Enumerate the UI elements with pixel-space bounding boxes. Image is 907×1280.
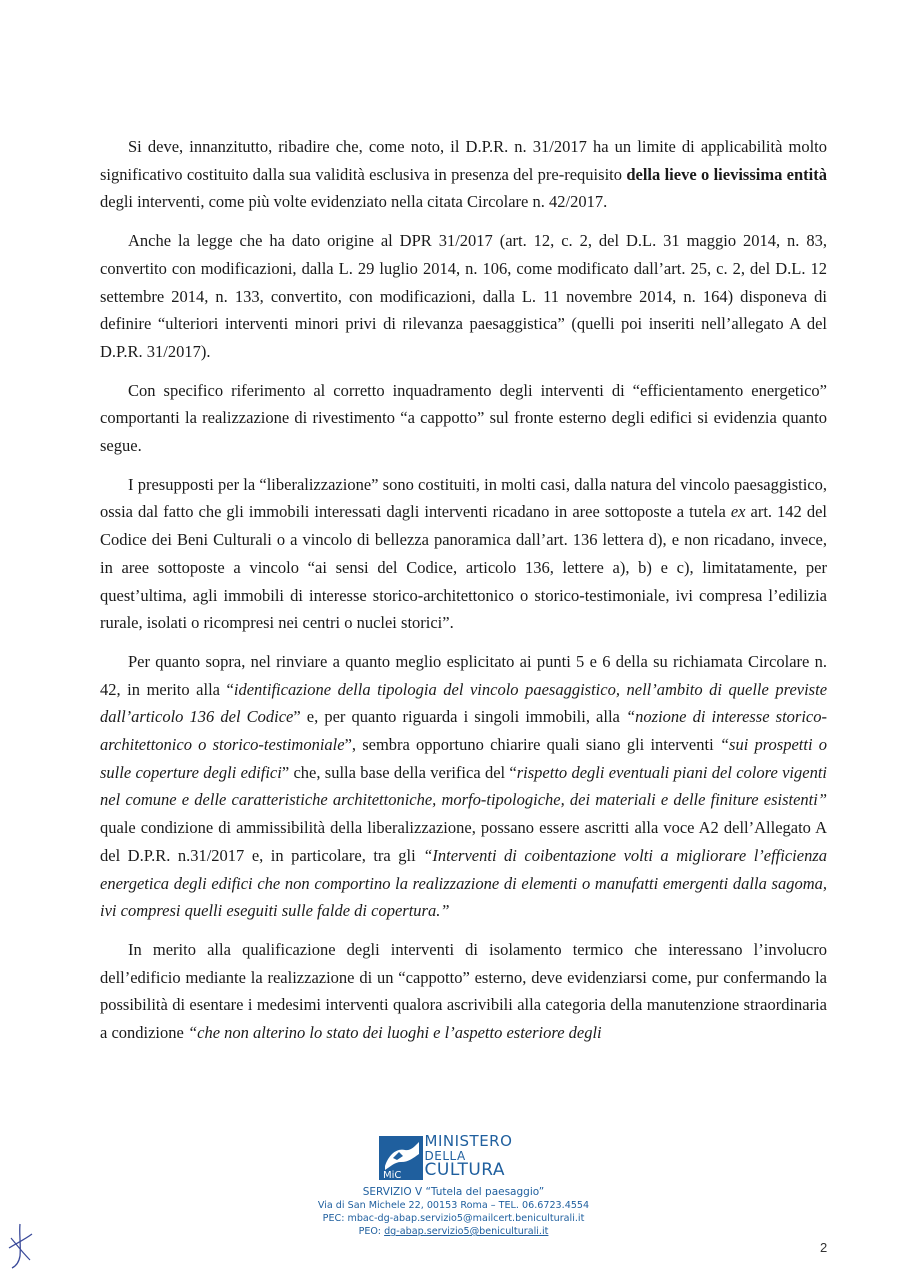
ministry-logo xyxy=(379,1134,529,1184)
svg-text:MiC: MiC xyxy=(382,1170,401,1180)
paragraph-2: Anche la legge che ha dato origine al DPR 31/2017 (art. 12, c. 2, del D.L. 31 maggio 2014, n. 83, convertito con modificazioni, dalla L. 29 luglio 2014, n. 106, come modificato dall’art. 25, c. 2, del D.L. 12 settembre 2014, n. 133, convertito, con modificazioni, dalla L. 11 novembre 2014, n. 164) disponeva di definire “ulteriori interventi minori privi di rilevanza paesaggistica” (quelli poi inseriti nell’allegato A del D.P.R. 31/2017). xyxy=(100,231,827,361)
peo-line: PEO: dg-abap.servizio5@beniculturali.it xyxy=(358,1226,549,1237)
letterhead-footer xyxy=(0,1134,907,1238)
paragraph-4: I presupposti per la “liberalizzazione” sono costituiti, in molti casi, dalla natura del vincolo paesaggistico, ossia dal fatto che gli immobili interessati dagli interventi ricadano in aree sottoposte a tutela ex art. 142 del Codice dei Beni Culturali o a vincolo di bellezza panoramica dall’art. 136 lettera d), e non ricadano, invece, in aree sottoposte a vincolo “ai sensi del Codice, articolo 136, lettere a), b) e c), limitatamente, per quest’ultima, agli immobili di interesse storico-architettonico o storico-testimoniale, ivi compresa l’edilizia rurale, isolati o ricompresi nei centri o nuclei storici”. xyxy=(100,474,828,633)
mic-logo-icon xyxy=(379,1136,423,1180)
paragraph-5: Per quanto sopra, nel rinviare a quanto meglio esplicitato ai punti 5 e 6 della su richiamata Circolare n. 42, in merito alla “identificazione della tipologia del vincolo paesaggistico, nell’ambito di quelle previste dall’articolo 136 del Codice” e, per quanto riguarda i singoli immobili, alla “nozione di interesse storico-architettonico o storico-testimoniale”, sembra opportuno chiarire quali siano gli interventi “sui prospetti o sulle coperture degli edifici” che, sulla base della verifica del “rispetto degli eventuali piani del colore vigenti nel comune e delle caratteristiche architettoniche, morfo-tipologiche, dei materiali e delle finiture esistenti” quale condizione di ammissibilità della liberalizzazione, possano essere ascritti alla voce A2 dell’Allegato A del D.P.R. n.31/2017 e, in particolare, tra gli “Interventi di coibentazione volti a migliorare l’efficienza energetica degli edifici che non comportino la realizzazione di elementi o manufatti emergenti dalla sagoma, ivi compresi quelli eseguiti sulle falde di copertura.” xyxy=(100,651,828,921)
paragraph-3: Con specifico riferimento al corretto inquadramento degli interventi di “efficientamento energetico” comportanti la realizzazione di rivestimento “a cappotto” sul fronte esterno degli edifici si evidenzia quanto segue. xyxy=(100,380,827,456)
service-name: SERVIZIO V “Tutela del paesaggio” xyxy=(362,1186,545,1198)
italic-text: “sui prospetti o sulle coperture degli edifici xyxy=(100,735,827,782)
paragraph-6: In merito alla qualificazione degli interventi di isolamento termico che interessano l’involucro dell’edificio mediante la realizzazione di un “cappotto” esterno, deve evidenziarsi come, pur confermando la possibilità di esentare i medesimi interventi qualora ascrivibili alla categoria della manutenzione straordinaria a condizione “che non alterino lo stato dei luoghi e l’aspetto esteriore degli xyxy=(100,939,827,1043)
document-body xyxy=(100,133,827,1058)
page-number: 2 xyxy=(820,1240,828,1255)
paragraph-1: Si deve, innanzitutto, ribadire che, come noto, il D.P.R. n. 31/2017 ha un limite di applicabilità molto significativo costituito dalla sua validità esclusiva in presenza del pre-requisito della lieve o lievissima entità degli interventi, come più volte evidenziato nella citata Circolare n. 42/2017. xyxy=(100,137,827,212)
italic-text: “nozione di interesse storico-architettonico o storico-testimoniale xyxy=(100,707,827,755)
bold-text: della lieve o lievissima entità xyxy=(626,164,827,184)
pec-line: PEC: mbac-dg-abap.servizio5@mailcert.beniculturali.it xyxy=(322,1213,585,1224)
italic-text: “che non alterino lo stato dei luoghi e l’aspetto esteriore degli xyxy=(187,1023,602,1043)
italic-text: “Interventi di coibentazione volti a migliorare l’efficienza energetica degli edifici che non comportino la realizzazione di elementi o manufatti emergenti dalla sagoma, ivi compresi quelli eseguiti sulle falde di copertura.” xyxy=(100,845,828,921)
address: Via di San Michele 22, 00153 Roma – TEL. 06.6723.4554 xyxy=(317,1200,590,1211)
pec-email: mbac-dg-abap.servizio5@mailcert.beniculturali.it xyxy=(347,1213,585,1224)
peo-email-link[interactable]: dg-abap.servizio5@beniculturali.it xyxy=(384,1226,549,1237)
italic-text: rispetto degli eventuali piani del colore vigenti nel comune e delle caratteristiche architettoniche, morfo-tipologiche, dei materiali e delle finiture esistenti” xyxy=(100,762,827,810)
italic-text: ex xyxy=(730,502,746,522)
signature-mark-icon xyxy=(6,1222,34,1270)
italic-text: identificazione della tipologia del vincolo paesaggistico, nell’ambito di quelle previste dall’articolo 136 del Codice xyxy=(100,679,828,727)
logo-wordmark: MINISTERO DELLA CULTURA xyxy=(424,1132,513,1180)
